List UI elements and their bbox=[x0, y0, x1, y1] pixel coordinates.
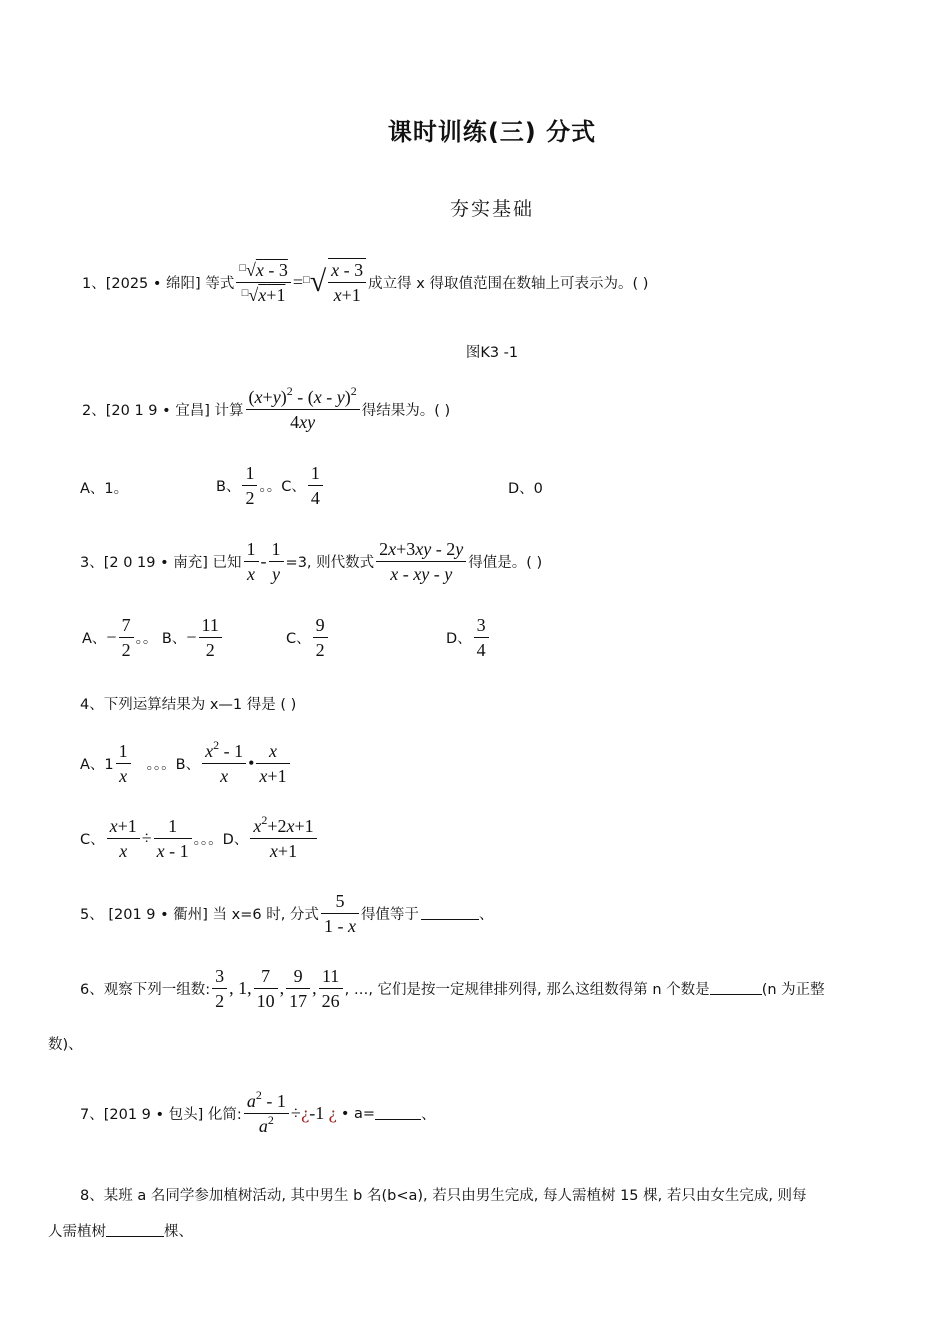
q7-answer-blank[interactable] bbox=[375, 1107, 421, 1120]
question-6: 6、观察下列一组数: $\frac{3}{2}$ , 1, $\frac{7}{10}$ , $\frac{9}{17}$ , $\frac{11}{26}$ , …, 它们是按一定规律排列得, 那么这组数得第 n 个数是 (n 为正整 bbox=[80, 966, 825, 1011]
q7-prefix: 7、[201 9 • 包头] 化简: bbox=[80, 1107, 242, 1123]
q3-frac-1y: $\frac{1}{y}$ bbox=[269, 538, 284, 585]
q8-line2-prefix: 人需植树 bbox=[48, 1224, 106, 1240]
q3-option-b-fraction: $\frac{11}{2}$ bbox=[199, 614, 222, 661]
q2-option-b-label: B、 bbox=[216, 479, 241, 495]
q2-option-b-fraction: $\frac{1}{2}$ bbox=[242, 462, 257, 509]
question-5 bbox=[80, 890, 493, 937]
question-7 bbox=[80, 1090, 436, 1137]
q3-option-a-fraction: $\frac{7}{2}$ bbox=[119, 614, 134, 661]
q2-option-a: A、1。 bbox=[80, 481, 129, 497]
q6-suffix: , …, 它们是按一定规律排列得, 那么这组数得第 n 个数是 bbox=[344, 982, 710, 998]
q3-expression-fraction: $\frac{2x+3xy - 2y}{x - xy - y}$ bbox=[376, 538, 466, 585]
figure-caption: 图K3 -1 bbox=[465, 345, 519, 361]
q1-equals: = bbox=[292, 271, 304, 292]
q8-line2-suffix: 棵、 bbox=[164, 1224, 193, 1240]
q3-frac-1x: $\frac{1}{x}$ bbox=[244, 538, 259, 585]
q6-term-5: $\frac{11}{26}$ bbox=[319, 965, 343, 1012]
q2-fraction: $\frac{(x+y)^2 - (x - y)^2}{4xy}$ bbox=[246, 386, 360, 433]
q3-option-c-fraction: $\frac{9}{2}$ bbox=[313, 614, 328, 661]
q4-option-a-fraction: $\frac{1}{x}$ bbox=[116, 740, 131, 787]
q7-divide: ÷ bbox=[290, 1103, 301, 1123]
q1-prefix: 1、[2025 • 绵阳] 等式 bbox=[82, 275, 235, 292]
q2-prefix: 2、[20 1 9 • 宜昌] 计算 bbox=[82, 403, 244, 419]
section-heading: 夯实基础 bbox=[449, 198, 534, 220]
q6-tail: (n 为正整 bbox=[761, 982, 825, 998]
q3-option-b-label: 。。 B、 bbox=[135, 631, 187, 647]
q4-option-c-fraction-2: $\frac{1}{x - 1}$ bbox=[154, 815, 192, 862]
q4-option-b-fraction-1: $\frac{x^2 - 1}{x}$ bbox=[202, 740, 246, 787]
q4-option-d-label: 。。。D、 bbox=[193, 832, 249, 848]
question-2 bbox=[82, 386, 450, 433]
q6-term-1: $\frac{3}{2}$ bbox=[212, 965, 227, 1012]
q3-prefix: 3、[2 0 19 • 南充] 已知 bbox=[80, 555, 242, 571]
q3-option-d bbox=[446, 614, 491, 661]
q1-rhs-fraction: $\frac{x - 3}{x+1}$ bbox=[328, 258, 366, 306]
q1-suffix: 成立得 x 得取值范围在数轴上可表示为。( ) bbox=[368, 275, 649, 292]
q8-answer-blank[interactable] bbox=[106, 1224, 164, 1237]
q4-option-d-fraction: $\frac{x^2+2x+1}{x+1}$ bbox=[250, 815, 316, 862]
q6-answer-blank[interactable] bbox=[710, 982, 762, 995]
q2-option-c-label: 。。C、 bbox=[259, 479, 306, 495]
question-8-line-1: 8、某班 a 名同学参加植树活动, 其中男生 b 名(b<a), 若只由男生完成, 每人需植树 15 棵, 若只由女生完成, 则每 bbox=[80, 1188, 807, 1204]
q4-option-b-fraction-2: $\frac{x}{x+1}$ bbox=[256, 740, 289, 787]
q2-option-c-fraction: $\frac{1}{4}$ bbox=[308, 462, 323, 509]
q5-answer-blank[interactable] bbox=[421, 907, 479, 920]
question-3: 3、[2 0 19 • 南充] 已知 $\frac{1}{x}$ - $\frac{1}{y}$ =3, 则代数式 $\frac{2x+3xy - 2y}{x - xy - y}$ 得值是。( ) bbox=[80, 539, 543, 584]
q3-mid: =3, 则代数式 bbox=[285, 555, 375, 571]
q4-options-cd: C、 $\frac{x+1}{x}$ ÷ $\frac{1}{x - 1}$ 。。。D、 $\frac{x^2+2x+1}{x+1}$ bbox=[80, 815, 319, 862]
q2-suffix: 得结果为。( ) bbox=[361, 403, 451, 419]
q5-fraction: $\frac{5}{1 - x}$ bbox=[321, 890, 359, 937]
q2-option-b bbox=[216, 462, 325, 509]
q3-option-d-label: D、 bbox=[446, 631, 472, 647]
question-8-line-2 bbox=[48, 1220, 193, 1241]
q6-term-4: $\frac{9}{17}$ bbox=[286, 965, 310, 1012]
q1-radical: □√ bbox=[303, 265, 327, 298]
q3-option-c-label: C、 bbox=[286, 631, 311, 647]
q4-option-b-label: 。。。B、 bbox=[146, 757, 201, 773]
q5-end: 、 bbox=[478, 907, 494, 923]
q1-lhs-fraction: $\frac{^□√x - 3}{^□√x+1}$ bbox=[236, 259, 291, 306]
question-4: 4、下列运算结果为 x—1 得是 ( ) bbox=[80, 697, 297, 713]
q5-prefix: 5、 [201 9 • 衢州] 当 x=6 时, 分式 bbox=[80, 907, 319, 923]
q3-option-a-label: A、 bbox=[82, 631, 107, 647]
q5-suffix: 得值等于 bbox=[360, 907, 419, 923]
question-1 bbox=[82, 258, 648, 306]
q3-options-ab: A、 − $\frac{7}{2}$ 。。 B、 − $\frac{11}{2}$ bbox=[82, 614, 224, 661]
q6-term-3: $\frac{7}{10}$ bbox=[254, 965, 278, 1012]
q7-end: 、 bbox=[421, 1107, 436, 1123]
q6-prefix: 6、观察下列一组数: bbox=[80, 982, 211, 998]
q3-suffix: 得值是。( ) bbox=[468, 555, 543, 571]
q7-placeholder-glyph-1: ¿ bbox=[300, 1104, 310, 1123]
q4-option-a-label: A、1 bbox=[80, 757, 114, 773]
q4-option-c-label: C、 bbox=[80, 832, 105, 848]
q2-option-d: D、0 bbox=[508, 481, 543, 497]
q6-line-2: 数)、 bbox=[48, 1037, 83, 1053]
q7-minus-one: -1 bbox=[309, 1103, 325, 1123]
q4-options-ab: A、1 $\frac{1}{x}$ 。。。B、 $\frac{x^2 - 1}{x}$ • $\frac{x}{x+1}$ bbox=[80, 740, 292, 787]
q7-fraction: $\frac{a^2 - 1}{a^2}$ bbox=[244, 1090, 289, 1137]
q7-placeholder-glyph-2: ¿ bbox=[328, 1104, 337, 1123]
q3-option-d-fraction: $\frac{3}{4}$ bbox=[474, 614, 489, 661]
page-title: 课时训练(三) 分式 bbox=[387, 118, 597, 146]
q4-option-c-fraction-1: $\frac{x+1}{x}$ bbox=[107, 815, 140, 862]
q7-suffix: • a= bbox=[340, 1105, 376, 1122]
q3-option-c bbox=[286, 614, 330, 661]
